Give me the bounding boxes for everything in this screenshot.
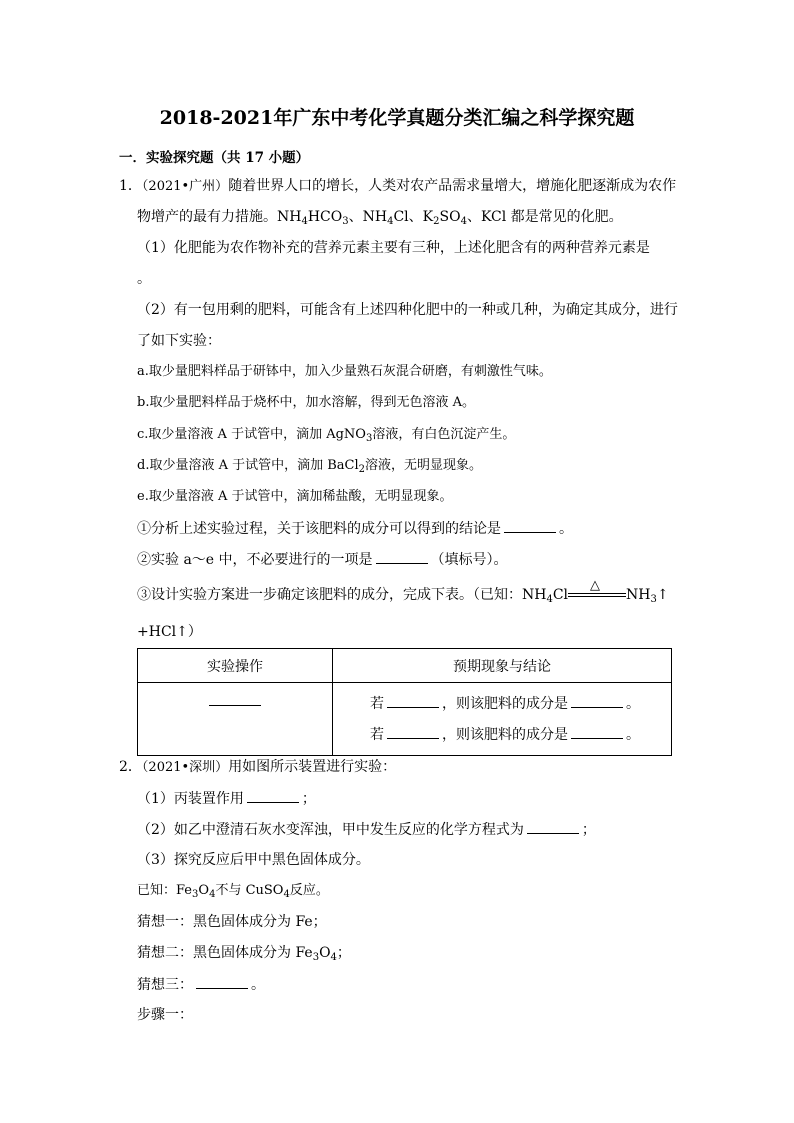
experiment-table [137,648,672,756]
q2-part2 [137,819,596,840]
text: 。 [626,727,640,743]
answer-blank[interactable] [504,518,556,533]
subscript: 2 [433,216,440,227]
subscript: 4 [301,216,308,227]
q2-step-1: 步骤一： [137,1007,193,1023]
subscript: 3 [312,952,320,963]
q2-known [137,881,329,905]
subscript: 3 [365,433,373,444]
q2-part3: （3）探究反应后甲中黑色固体成分。 [137,852,370,868]
text: （填标号）。 [430,552,508,568]
q1-step-c [137,425,515,449]
q2-guess-2 [137,943,351,968]
answer-blank[interactable] [387,724,439,739]
text: 物增产的最有力措施。NH [137,209,302,225]
text: 溶液，无明显现象。 [365,458,483,473]
q1-part1-line2: 。 [137,271,151,287]
text: ，则该肥料的成分是 [442,696,568,712]
q1-stem-line2 [137,207,623,232]
page-title: 2018-2021年广东中考化学真题分类汇编之科学探究题 [159,107,635,129]
q1-question-3 [137,578,669,610]
q1-question-1 [137,518,573,539]
answer-blank[interactable] [527,819,579,834]
text: 。 [559,521,573,537]
q2-part1 [137,788,316,809]
table-row [138,683,672,756]
q1-number: 1． [119,178,142,194]
answer-blank[interactable] [376,549,428,564]
subscript: 4 [460,216,467,227]
subscript: 4 [387,216,394,227]
q2-guess-3 [137,974,265,995]
subscript: 4 [546,594,553,605]
q1-question-3-cont: +HCl↑） [137,624,202,640]
text: c.取少量溶液 A 于试管中，滴加 AgNO [137,427,366,442]
table-cell-result [333,683,672,756]
text: Cl、K [393,209,434,225]
q1-part1-line1: （1）化肥能为农作物补充的营养元素主要有三种，上述化肥含有的两种营养元素是 [137,240,650,256]
text: 已知：Fe [137,883,193,898]
text: NH [626,587,651,603]
arrow-bar [568,593,626,594]
q1-part2-line2: 了如下实验： [137,333,221,349]
section-heading: 一．实验探究题（共 17 小题） [119,150,310,166]
text: 、NH [348,209,388,225]
table-header-row [138,649,672,683]
text: ↑ [656,587,669,603]
text: O [319,945,331,961]
answer-blank[interactable] [196,974,248,989]
q1-stem-line1 [119,176,676,197]
text: ①分析上述实验过程，关于该肥料的成分可以得到的结论是 [137,521,501,537]
text: 。 [626,696,640,712]
text: 猜想三： [137,977,193,993]
text: SO [439,209,461,225]
q1-step-a: a.取少量肥料样品于研钵中，加入少量熟石灰混合研磨，有刺激性气味。 [137,364,552,379]
text: 若 [370,696,384,712]
table-header-cell: 实验操作 [138,649,333,683]
subscript: 2 [358,464,366,475]
text: 不与 CuSO [215,883,284,898]
text: ； [336,945,351,961]
q1-source: （2021•广州） [141,179,229,194]
q1-part2-line1: （2）有一包用剩的肥料，可能含有上述四种化肥中的一种或几种，为确定其成分，进行 [137,302,678,318]
text: 、KCl 都是常见的化肥。 [466,209,623,225]
subscript: 4 [283,889,290,900]
arrow-bar [568,596,626,597]
q2-guess-1: 猜想一：黑色固体成分为 Fe； [137,914,327,930]
text: Cl [552,587,569,603]
text: 用如图所示装置进行实验： [228,759,397,775]
text: ； [581,822,596,838]
answer-blank[interactable] [209,691,261,706]
answer-blank[interactable] [247,788,299,803]
text: （1）丙装置作用 [137,791,244,807]
q1-question-2 [137,549,508,570]
table-header-cell: 预期现象与结论 [333,649,672,683]
answer-blank[interactable] [571,693,623,708]
text: ③设计实验方案进一步确定该肥料的成分，完成下表。（已知：NH [137,587,547,603]
text: 。 [251,977,265,993]
text: （2）如乙中澄清石灰水变浑浊，甲中发生反应的化学方程式为 [137,822,524,838]
answer-blank[interactable] [387,693,439,708]
q1-step-b: b.取少量肥料样品于烧杯中，加水溶解，得到无色溶液 A。 [137,395,475,410]
text: ，则该肥料的成分是 [442,727,568,743]
subscript: 4 [330,952,337,963]
q1-step-d [137,456,482,480]
answer-blank[interactable] [571,724,623,739]
text: 猜想二：黑色固体成分为 Fe [137,945,313,961]
subscript: 3 [192,889,199,900]
text: ②实验 a～e 中，不必要进行的一项是 [137,552,373,568]
table-cell-operation [138,683,333,756]
result-line-2 [370,720,671,751]
q1-stem-text: 随着世界人口的增长，人类对农产品需求量增大，增施化肥逐渐成为农作 [228,178,677,194]
q2-number: 2． [119,759,142,775]
subscript: 4 [209,889,216,900]
text: O [198,883,210,898]
q1-step-e: e.取少量溶液 A 于试管中，滴加稀盐酸，无明显现象。 [137,489,453,504]
text: d.取少量溶液 A 于试管中，滴加 BaCl [137,458,359,473]
text: 若 [370,727,384,743]
subscript: 3 [650,594,657,605]
heat-triangle-icon: △ [590,578,601,593]
subscript: 3 [342,216,349,227]
text: HCO [307,209,343,225]
q2-source: （2021•深圳） [141,760,229,775]
text: 反应。 [289,883,329,898]
text: 溶液，有白色沉淀产生。 [372,427,516,442]
result-line-1 [370,689,671,720]
heat-reaction-arrow [568,578,626,602]
text: ； [301,791,316,807]
q2-stem [119,757,396,778]
